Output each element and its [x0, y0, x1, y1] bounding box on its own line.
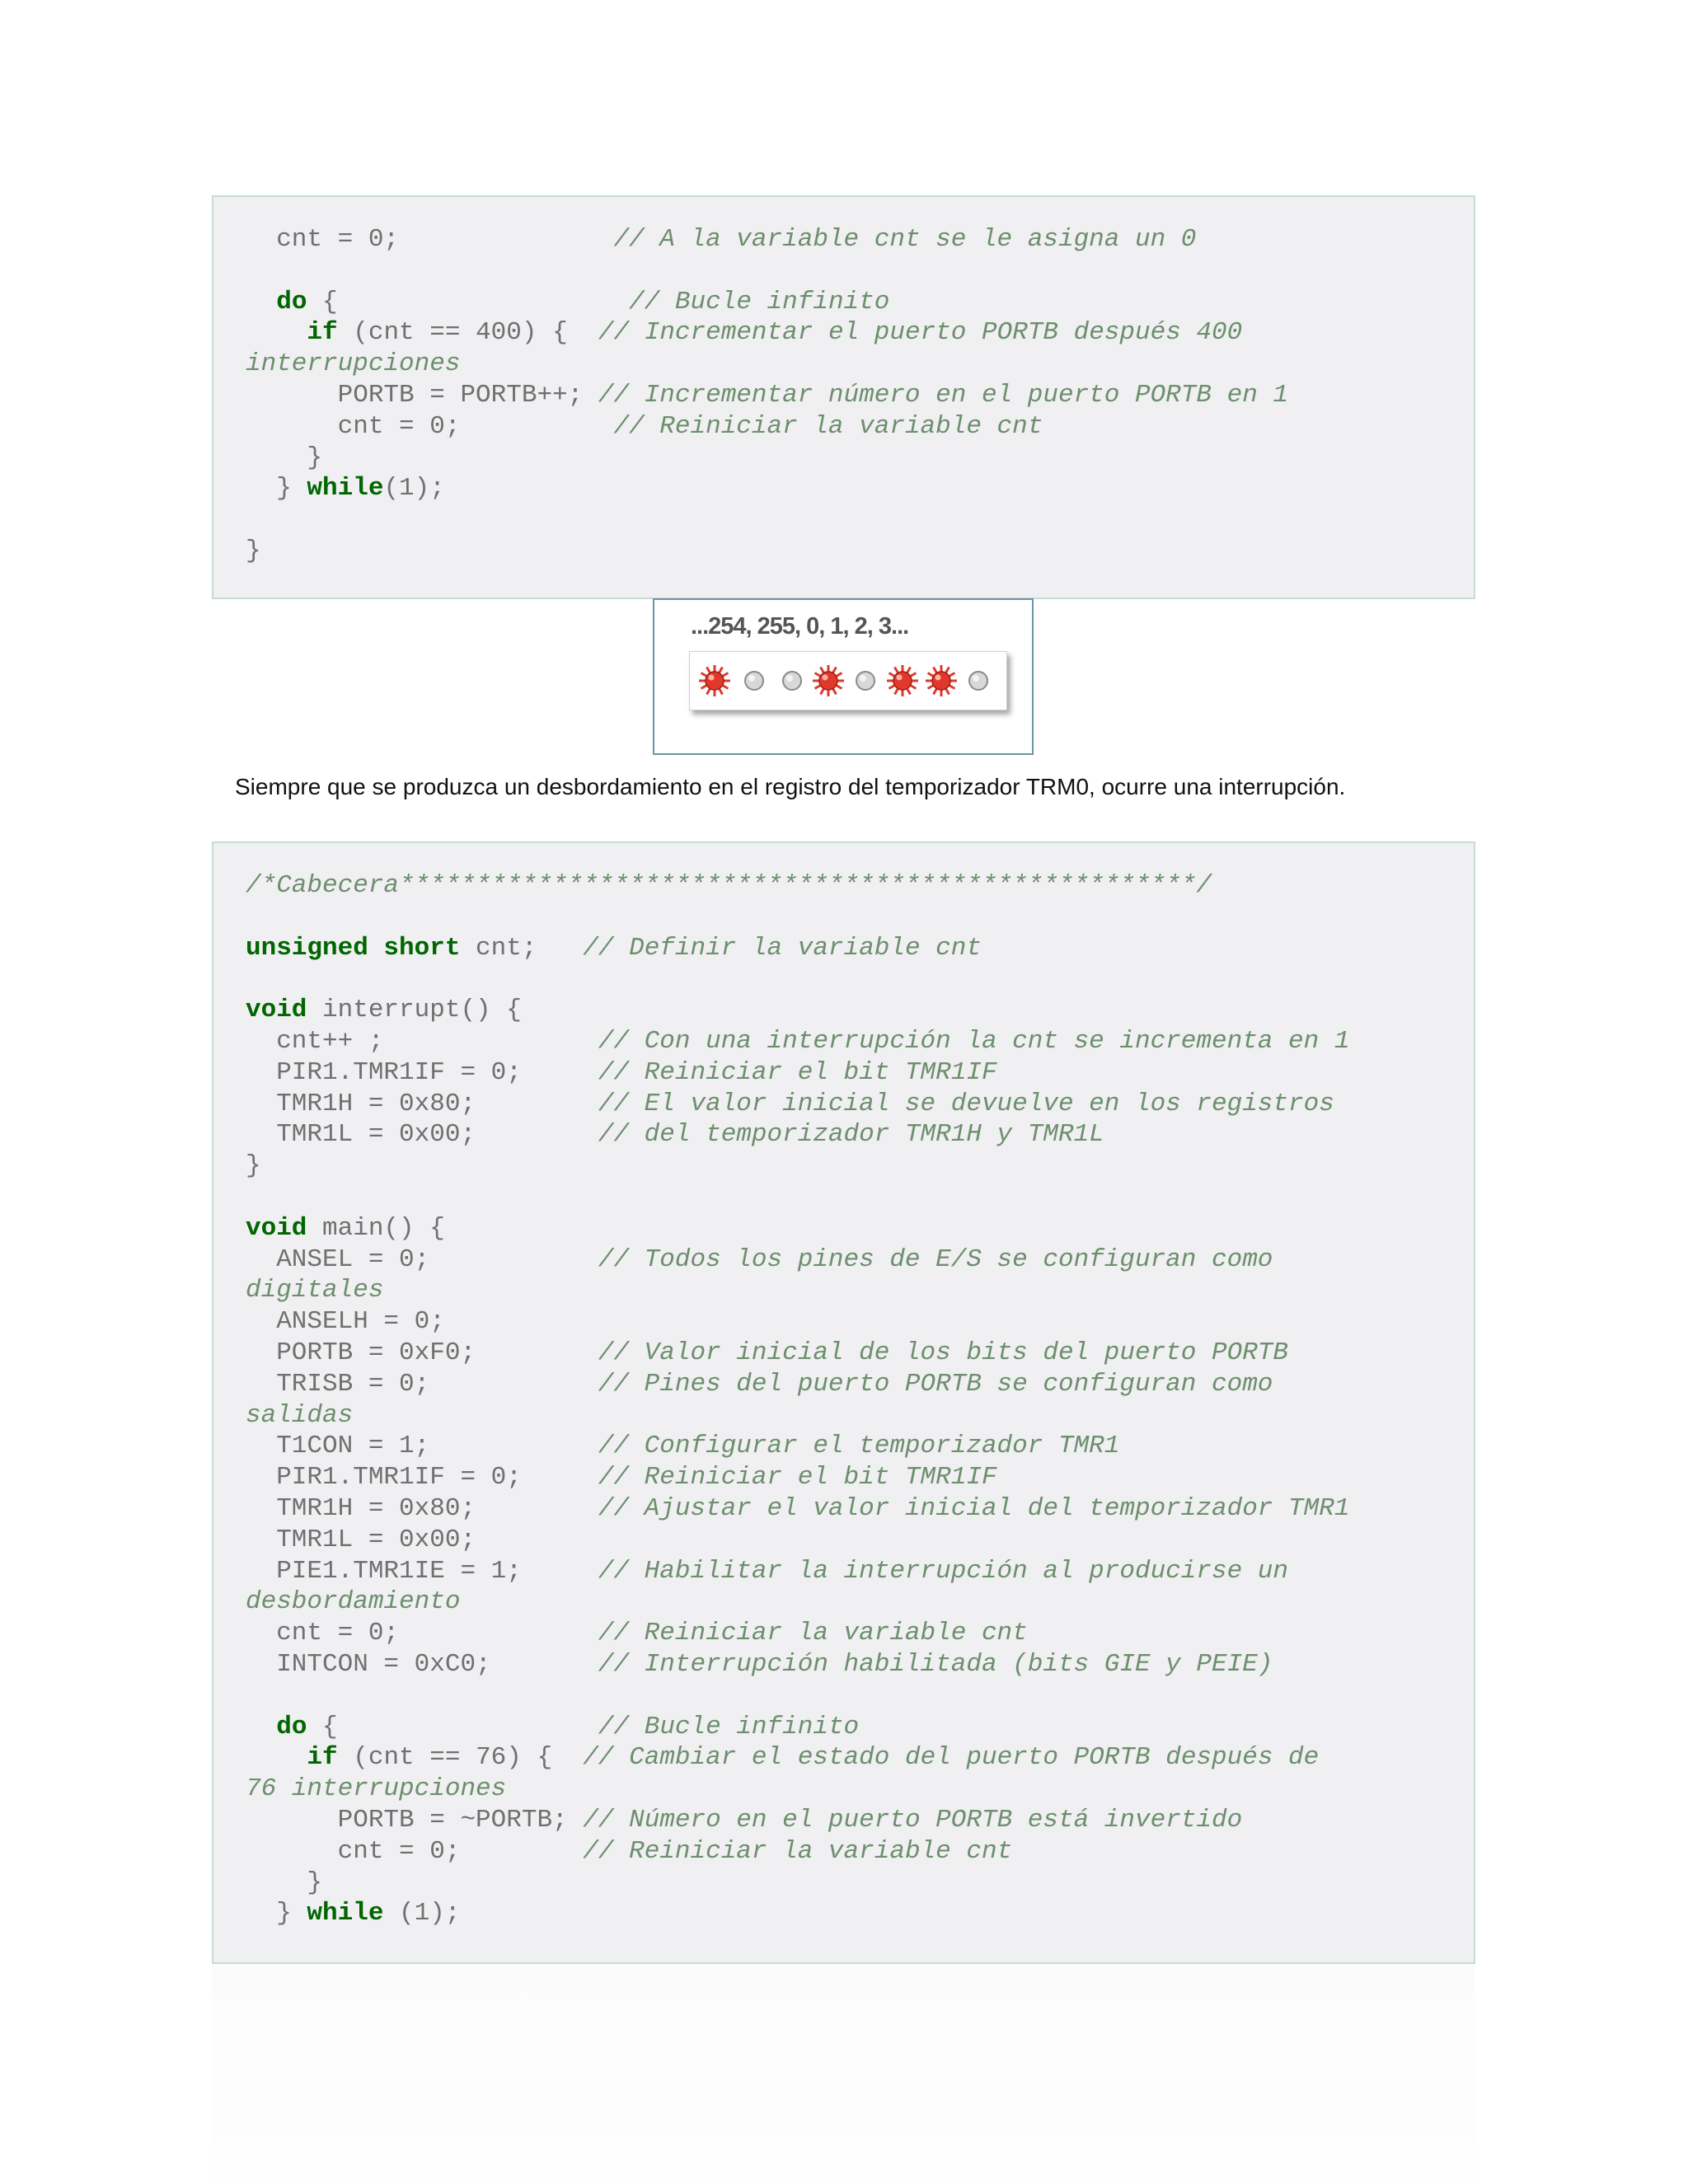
code-text: PIR1.TMR1IF = 0; [246, 1463, 598, 1493]
figure-label: ...254, 255, 0, 1, 2, 3... [691, 613, 909, 640]
code-line [246, 1400, 1474, 1432]
code-comment: // A la variable cnt se le asigna un 0 [613, 225, 1197, 254]
code-text [246, 1743, 307, 1772]
code-line [246, 1213, 1474, 1244]
code-line [246, 1680, 1474, 1712]
led-on-icon [884, 652, 921, 710]
code-comment: // Reiniciar la variable cnt [598, 1619, 1028, 1648]
code-comment: // El valor inicial se devuelve en los registros [598, 1089, 1334, 1118]
code-line [246, 1868, 1474, 1899]
code-line [246, 380, 1474, 411]
code-text: (cnt == 76) { [337, 1743, 584, 1773]
code-line [246, 1026, 1474, 1057]
code-line [246, 1431, 1474, 1462]
code-text: cnt++ ; [246, 1026, 598, 1056]
code-text: ANSEL = 0; [246, 1244, 598, 1274]
code-line [246, 1369, 1474, 1400]
code-line [246, 473, 1474, 504]
code-text: PIE1.TMR1IE = 1; [246, 1556, 598, 1586]
led-on-icon [696, 652, 734, 710]
code-comment: // Número en el puerto PORTB está invertido [583, 1805, 1243, 1835]
code-line [246, 1618, 1474, 1649]
code-line [246, 1151, 1474, 1182]
code-text: (1); [383, 1899, 461, 1929]
code-line [246, 504, 1474, 536]
code-comment: // Interrupción habilitada (bits GIE y PEIE) [598, 1649, 1273, 1679]
code-line [246, 995, 1474, 1026]
code-keyword: do [276, 287, 307, 316]
code-line [246, 1774, 1474, 1805]
code-text: TMR1H = 0x80; [246, 1493, 598, 1523]
code-line [246, 1119, 1474, 1151]
code-line [246, 411, 1474, 443]
code-block-timer1-interrupt [212, 841, 1475, 1964]
code-text: } [246, 443, 323, 472]
code-text: { [307, 1712, 598, 1741]
code-line [246, 1057, 1474, 1089]
led-on-icon [809, 652, 847, 710]
code-line [246, 224, 1474, 255]
code-text: (1); [383, 474, 445, 504]
code-line [246, 1712, 1474, 1743]
code-comment: // del temporizador TMR1H y TMR1L [598, 1120, 1104, 1150]
code-line [246, 1244, 1474, 1276]
code-line [246, 443, 1474, 474]
code-comment: // Valor inicial de los bits del puerto PORTB [598, 1338, 1289, 1367]
code-text [246, 318, 307, 347]
page-background-shade [212, 1964, 1475, 2184]
code-text: } [246, 474, 307, 504]
code-text: cnt = 0; [246, 1619, 598, 1648]
code-line [246, 349, 1474, 380]
code-text: cnt = 0; [246, 411, 614, 441]
code-comment: 76 interrupciones [246, 1774, 507, 1804]
led-off-icon [735, 652, 773, 710]
code-text: T1CON = 1; [246, 1432, 598, 1461]
code-line [246, 902, 1474, 933]
code-keyword: if [307, 1743, 338, 1773]
code-text: PORTB = PORTB++; [246, 380, 598, 410]
code-comment: // Reiniciar la variable cnt [613, 411, 1043, 441]
code-keyword: do [276, 1712, 307, 1741]
code-comment: // Habilitar la interrupción al producirse un [598, 1556, 1289, 1586]
code-line [246, 1275, 1474, 1306]
code-line [246, 1338, 1474, 1369]
code-keyword: while [307, 1899, 384, 1929]
code-comment: // Cambiar el estado del puerto PORTB después de [583, 1743, 1320, 1773]
code-text [246, 1713, 276, 1741]
code-listing [213, 197, 1474, 567]
code-keyword: while [307, 474, 384, 504]
led-counter-figure [653, 598, 1034, 755]
code-comment: salidas [246, 1400, 354, 1430]
code-keyword: void [246, 996, 307, 1025]
code-text: interrupt() { [307, 996, 522, 1025]
code-text: ANSELH = 0; [246, 1307, 445, 1337]
code-line [246, 536, 1474, 567]
code-text: TMR1H = 0x80; [246, 1089, 598, 1118]
code-line [246, 1089, 1474, 1120]
code-line [246, 963, 1474, 995]
code-comment: /*Cabecera****************************************************/ [246, 871, 1212, 900]
code-comment: // Reiniciar el bit TMR1IF [598, 1463, 997, 1493]
code-comment: // Bucle infinito [629, 287, 890, 316]
code-text [246, 288, 276, 316]
code-line [246, 1805, 1474, 1836]
code-line [246, 287, 1474, 318]
code-text: } [246, 536, 261, 565]
caption-text: Siempre que se produzca un desbordamiento en el registro del temporizador TRM0, ocurre una interrupción. [235, 774, 1346, 799]
code-comment: interrupciones [246, 349, 461, 379]
code-line [246, 870, 1474, 902]
led-off-icon [959, 652, 997, 710]
code-comment: // Incrementar el puerto PORTB después 400 [598, 318, 1243, 348]
code-comment: // Definir la variable cnt [583, 933, 982, 963]
code-line [246, 1493, 1474, 1525]
code-text: cnt; [460, 933, 584, 963]
code-text: INTCON = 0xC0; [246, 1649, 598, 1679]
code-text: cnt = 0; [246, 1836, 584, 1866]
code-text: TMR1L = 0x00; [246, 1525, 476, 1554]
code-text: cnt = 0; [246, 225, 614, 254]
led-off-icon [846, 652, 884, 710]
code-line [246, 1742, 1474, 1774]
code-text: (cnt == 400) { [337, 318, 598, 348]
code-comment: // Incrementar número en el puerto PORTB en 1 [598, 380, 1289, 410]
code-keyword: if [307, 318, 338, 348]
code-text: } [246, 1899, 307, 1929]
code-comment: // Bucle infinito [598, 1712, 860, 1741]
code-comment: // Ajustar el valor inicial del temporizador TMR1 [598, 1493, 1350, 1523]
code-text: PORTB = ~PORTB; [246, 1805, 584, 1835]
code-line [246, 933, 1474, 964]
led-on-icon [922, 652, 960, 710]
code-comment: // Con una interrupción la cnt se incrementa en 1 [598, 1026, 1350, 1056]
code-comment: desbordamiento [246, 1587, 461, 1617]
code-line [246, 1462, 1474, 1493]
code-comment: // Todos los pines de E/S se configuran como [598, 1244, 1273, 1274]
code-line [246, 1586, 1474, 1618]
code-line [246, 1836, 1474, 1868]
code-line [246, 1525, 1474, 1556]
code-line [246, 1556, 1474, 1587]
code-text: PORTB = 0xF0; [246, 1338, 598, 1367]
led-off-icon [773, 652, 811, 710]
code-line [246, 317, 1474, 349]
code-comment: // Reiniciar el bit TMR1IF [598, 1057, 997, 1087]
code-comment: // Configurar el temporizador TMR1 [598, 1432, 1120, 1461]
code-block-timer0-loop [212, 195, 1475, 599]
code-text: TRISB = 0; [246, 1369, 598, 1399]
code-listing [213, 843, 1474, 1929]
code-text: } [246, 1868, 323, 1897]
code-line [246, 1898, 1474, 1929]
code-text: TMR1L = 0x00; [246, 1120, 598, 1150]
code-text: main() { [307, 1213, 445, 1243]
led-panel [689, 651, 1007, 710]
code-text: PIR1.TMR1IF = 0; [246, 1057, 598, 1087]
code-text: } [246, 1151, 261, 1181]
code-text: { [307, 287, 630, 316]
code-comment: // Pines del puerto PORTB se configuran como [598, 1369, 1273, 1399]
code-comment: // Reiniciar la variable cnt [583, 1836, 1013, 1866]
code-line [246, 1306, 1474, 1338]
code-comment: digitales [246, 1276, 384, 1305]
code-line [246, 1649, 1474, 1680]
code-line [246, 255, 1474, 287]
code-keyword: unsigned short [246, 933, 461, 963]
code-keyword: void [246, 1213, 307, 1243]
code-line [246, 1182, 1474, 1213]
